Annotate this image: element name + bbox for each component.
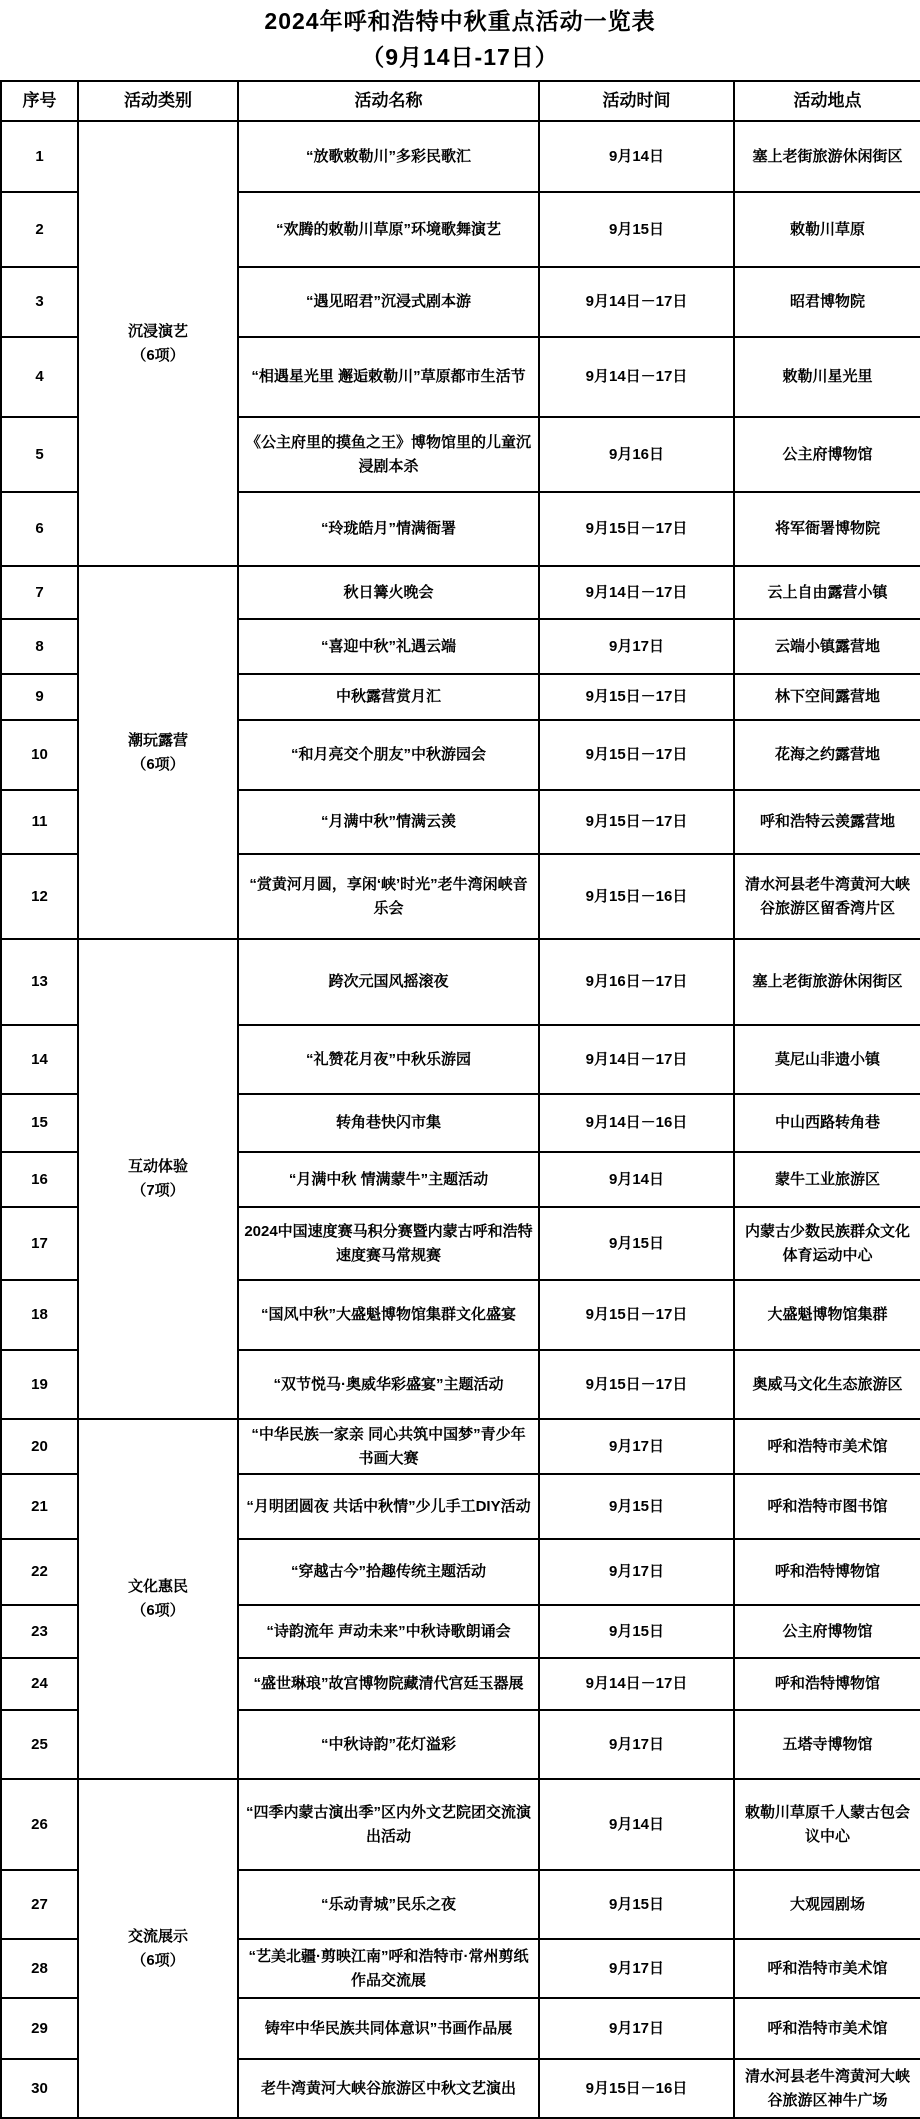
activity-place: 莫尼山非遗小镇 — [734, 1025, 920, 1094]
activity-name: “乐动青城”民乐之夜 — [238, 1870, 539, 1939]
activity-place: 内蒙古少数民族群众文化体育运动中心 — [734, 1207, 920, 1280]
activity-name: 铸牢中华民族共同体意识”书画作品展 — [238, 1998, 539, 2059]
activity-place: 呼和浩特市美术馆 — [734, 1998, 920, 2059]
activity-time: 9月15日－17日 — [539, 674, 734, 720]
category-label: 潮玩露营 — [127, 731, 188, 749]
activity-name: “月满中秋”情满云羡 — [238, 790, 539, 854]
activity-name: “盛世琳琅”故宫博物院藏清代宫廷玉器展 — [238, 1658, 539, 1710]
activity-time: 9月17日 — [539, 1939, 734, 1998]
row-number: 14 — [1, 1025, 78, 1094]
row-number: 16 — [1, 1152, 78, 1207]
row-number: 2 — [1, 192, 78, 267]
activity-time: 9月15日－17日 — [539, 790, 734, 854]
activity-place: 呼和浩特博物馆 — [734, 1658, 920, 1710]
activity-place: 呼和浩特市美术馆 — [734, 1939, 920, 1998]
activity-place: 塞上老街旅游休闲街区 — [734, 939, 920, 1025]
row-number: 4 — [1, 337, 78, 417]
activity-name: 秋日篝火晚会 — [238, 566, 539, 619]
activity-name: “国风中秋”大盛魁博物馆集群文化盛宴 — [238, 1280, 539, 1350]
table-row — [1, 939, 920, 1025]
activity-name: 跨次元国风摇滚夜 — [238, 939, 539, 1025]
activity-time: 9月14日 — [539, 1152, 734, 1207]
header-time: 活动时间 — [539, 81, 734, 121]
activity-place: 奥威马文化生态旅游区 — [734, 1350, 920, 1419]
activity-place: 呼和浩特市美术馆 — [734, 1419, 920, 1474]
activity-time: 9月14日 — [539, 1779, 734, 1870]
activity-time: 9月15日－16日 — [539, 854, 734, 939]
category-cell — [78, 939, 238, 1419]
activity-name: “喜迎中秋”礼遇云端 — [238, 619, 539, 674]
activity-name: “月明团圆夜 共话中秋情”少儿手工DIY活动 — [238, 1474, 539, 1539]
category-count: （7项） — [131, 1182, 185, 1199]
activity-place: 云上自由露营小镇 — [734, 566, 920, 619]
activity-name: “诗韵流年 声动未来”中秋诗歌朗诵会 — [238, 1605, 539, 1658]
row-number: 1 — [1, 121, 78, 192]
category-count: （6项） — [131, 1951, 185, 1969]
activity-time: 9月15日 — [539, 192, 734, 267]
activity-time: 9月17日 — [539, 1419, 734, 1474]
row-number: 25 — [1, 1710, 78, 1779]
activity-name: 转角巷快闪市集 — [238, 1094, 539, 1152]
activity-time: 9月15日 — [539, 1474, 734, 1539]
activity-name: “四季内蒙古演出季”区内外文艺院团交流演出活动 — [238, 1779, 539, 1870]
row-number: 17 — [1, 1207, 78, 1280]
row-number: 6 — [1, 492, 78, 566]
activity-place: 将军衙署博物院 — [734, 492, 920, 566]
category-count: （6项） — [131, 1602, 185, 1619]
row-number: 29 — [1, 1998, 78, 2059]
row-number: 15 — [1, 1094, 78, 1152]
category-label: 交流展示 — [127, 1927, 188, 1945]
activity-name: 中秋露营赏月汇 — [238, 674, 539, 720]
activity-name: “遇见昭君”沉浸式剧本游 — [238, 267, 539, 337]
activity-place: 蒙牛工业旅游区 — [734, 1152, 920, 1207]
row-number: 20 — [1, 1419, 78, 1474]
page-title — [0, 0, 920, 80]
activity-name: “和月亮交个朋友”中秋游园会 — [238, 720, 539, 790]
activity-time: 9月14日－16日 — [539, 1094, 734, 1152]
row-number: 19 — [1, 1350, 78, 1419]
activity-name: 老牛湾黄河大峡谷旅游区中秋文艺演出 — [238, 2059, 539, 2118]
activity-name: “欢腾的敕勒川草原”环境歌舞演艺 — [238, 192, 539, 267]
activity-name: “中秋诗韵”花灯溢彩 — [238, 1710, 539, 1779]
activity-place: 敕勒川草原 — [734, 192, 920, 267]
activity-time: 9月15日－17日 — [539, 1280, 734, 1350]
activity-time: 9月17日 — [539, 1998, 734, 2059]
activity-name: “艺美北疆·剪映江南”呼和浩特市·常州剪纸作品交流展 — [238, 1939, 539, 1998]
activity-place: 林下空间露营地 — [734, 674, 920, 720]
activity-time: 9月14日－17日 — [539, 337, 734, 417]
activity-place: 五塔寺博物馆 — [734, 1710, 920, 1779]
row-number: 28 — [1, 1939, 78, 1998]
activity-place: 中山西路转角巷 — [734, 1094, 920, 1152]
activity-place: 花海之约露营地 — [734, 720, 920, 790]
activity-place: 敕勒川草原千人蒙古包会议中心 — [734, 1779, 920, 1870]
category-cell — [78, 1779, 238, 2118]
category-label: 文化惠民 — [127, 1578, 188, 1595]
category-count: （6项） — [131, 346, 185, 364]
activity-place: 清水河县老牛湾黄河大峡谷旅游区神牛广场 — [734, 2059, 920, 2118]
activity-time: 9月16日－17日 — [539, 939, 734, 1025]
activity-place: 大观园剧场 — [734, 1870, 920, 1939]
activity-place: 呼和浩特市图书馆 — [734, 1474, 920, 1539]
row-number: 10 — [1, 720, 78, 790]
header-name: 活动名称 — [238, 81, 539, 121]
activity-time: 9月15日－16日 — [539, 2059, 734, 2118]
row-number: 30 — [1, 2059, 78, 2118]
activity-place: 大盛魁博物馆集群 — [734, 1280, 920, 1350]
activity-time: 9月16日 — [539, 417, 734, 492]
activities-table — [0, 80, 920, 2119]
activity-place: 云端小镇露营地 — [734, 619, 920, 674]
activity-name: “赏黄河月圆，享闲‘峡’时光”老牛湾闲峡音乐会 — [238, 854, 539, 939]
row-number: 24 — [1, 1658, 78, 1710]
activity-time: 9月15日－17日 — [539, 1350, 734, 1419]
table-row — [1, 1419, 920, 1474]
activity-name: “礼赞花月夜”中秋乐游园 — [238, 1025, 539, 1094]
row-number: 13 — [1, 939, 78, 1025]
category-cell — [78, 1419, 238, 1779]
activity-place: 昭君博物院 — [734, 267, 920, 337]
row-number: 22 — [1, 1539, 78, 1605]
row-number: 5 — [1, 417, 78, 492]
row-number: 26 — [1, 1779, 78, 1870]
activity-place: 呼和浩特云羡露营地 — [734, 790, 920, 854]
activity-name: “月满中秋 情满蒙牛”主题活动 — [238, 1152, 539, 1207]
category-cell — [78, 121, 238, 566]
page-title-line1: 2024年呼和浩特中秋重点活动一览表 — [264, 8, 656, 35]
activity-name: 《公主府里的摸鱼之王》博物馆里的儿童沉浸剧本杀 — [238, 417, 539, 492]
activity-time: 9月14日－17日 — [539, 1025, 734, 1094]
header-place: 活动地点 — [734, 81, 920, 121]
activity-time: 9月14日－17日 — [539, 566, 734, 619]
activity-time: 9月17日 — [539, 1710, 734, 1779]
table-row — [1, 121, 920, 192]
row-number: 9 — [1, 674, 78, 720]
table-row — [1, 1779, 920, 1870]
activity-place: 呼和浩特博物馆 — [734, 1539, 920, 1605]
header-row — [1, 81, 920, 121]
activity-name: “玲珑皓月”情满衙署 — [238, 492, 539, 566]
activity-time: 9月15日 — [539, 1207, 734, 1280]
row-number: 8 — [1, 619, 78, 674]
activity-time: 9月15日－17日 — [539, 720, 734, 790]
activity-time: 9月14日－17日 — [539, 267, 734, 337]
activity-name: “双节悦马·奥威华彩盛宴”主题活动 — [238, 1350, 539, 1419]
activity-place: 敕勒川星光里 — [734, 337, 920, 417]
activity-time: 9月14日 — [539, 121, 734, 192]
activity-name: 2024中国速度赛马积分赛暨内蒙古呼和浩特速度赛马常规赛 — [238, 1207, 539, 1280]
category-label: 沉浸演艺 — [127, 322, 188, 340]
row-number: 7 — [1, 566, 78, 619]
activity-place: 塞上老街旅游休闲街区 — [734, 121, 920, 192]
activity-place: 清水河县老牛湾黄河大峡谷旅游区留香湾片区 — [734, 854, 920, 939]
category-count: （6项） — [131, 755, 185, 773]
table-row — [1, 566, 920, 619]
row-number: 21 — [1, 1474, 78, 1539]
row-number: 27 — [1, 1870, 78, 1939]
header-category: 活动类别 — [78, 81, 238, 121]
activity-time: 9月15日 — [539, 1870, 734, 1939]
activity-time: 9月15日－17日 — [539, 492, 734, 566]
activity-time: 9月17日 — [539, 1539, 734, 1605]
row-number: 18 — [1, 1280, 78, 1350]
row-number: 23 — [1, 1605, 78, 1658]
activity-name: “中华民族一家亲 同心共筑中国梦”青少年书画大赛 — [238, 1419, 539, 1474]
activity-name: “相遇星光里 邂逅敕勒川”草原都市生活节 — [238, 337, 539, 417]
activity-name: “放歌敕勒川”多彩民歌汇 — [238, 121, 539, 192]
activity-time: 9月17日 — [539, 619, 734, 674]
category-label: 互动体验 — [127, 1158, 188, 1175]
row-number: 11 — [1, 790, 78, 854]
category-cell — [78, 566, 238, 939]
row-number: 12 — [1, 854, 78, 939]
header-no: 序号 — [1, 81, 78, 121]
activity-name: “穿越古今”拾趣传统主题活动 — [238, 1539, 539, 1605]
activity-place: 公主府博物馆 — [734, 417, 920, 492]
activity-time: 9月14日－17日 — [539, 1658, 734, 1710]
activity-place: 公主府博物馆 — [734, 1605, 920, 1658]
row-number: 3 — [1, 267, 78, 337]
page-title-line2: （9月14日-17日） — [361, 44, 559, 70]
activity-time: 9月15日 — [539, 1605, 734, 1658]
